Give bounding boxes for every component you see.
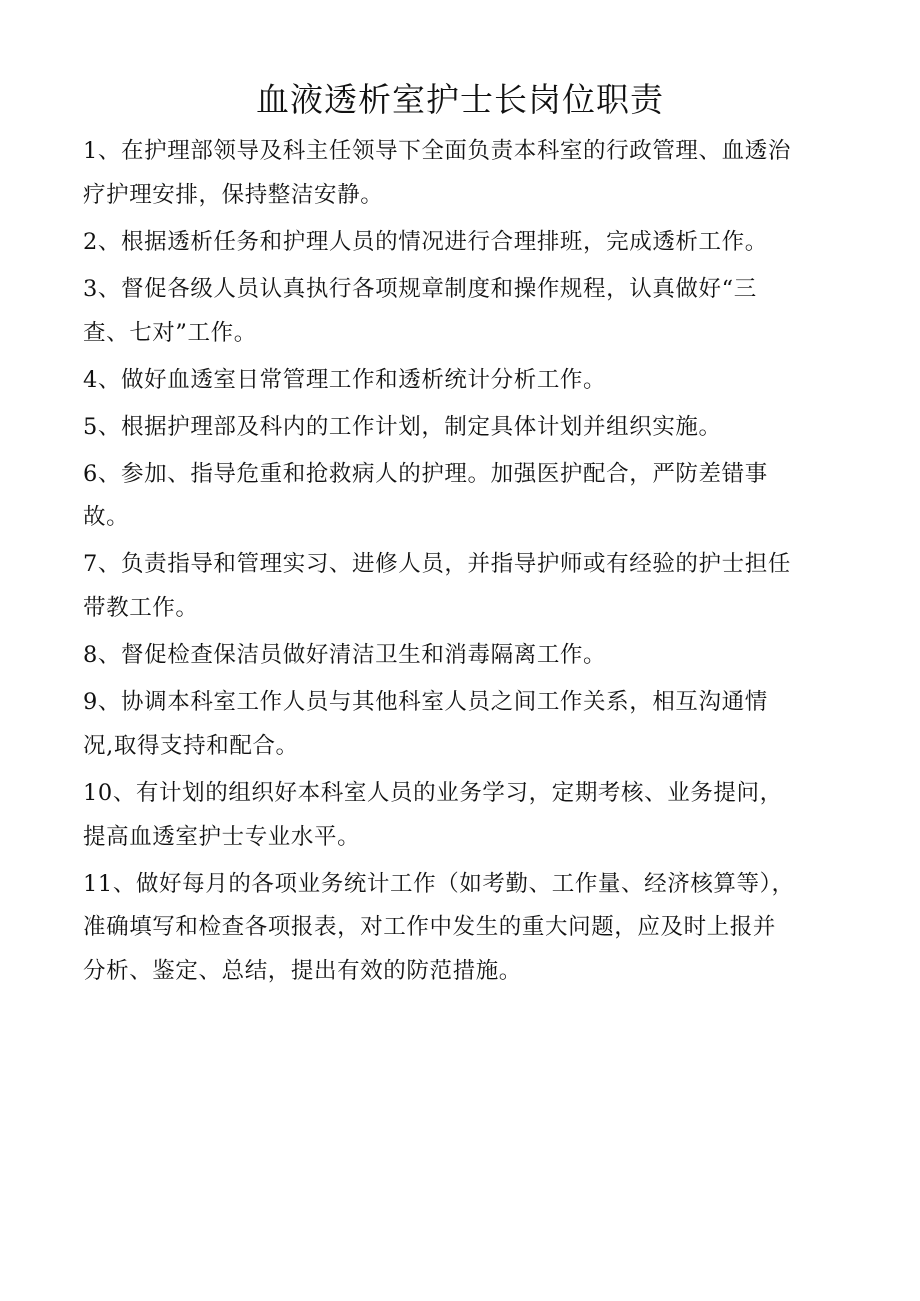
duty-item xyxy=(83,406,843,450)
duty-item-line: 1、在护理部领导及科主任领导下全面负责本科室的行政管理、血透治 xyxy=(83,138,791,164)
duty-item xyxy=(83,634,843,678)
duty-item xyxy=(83,130,843,218)
duty-item-line: 提高血透室护士专业水平。 xyxy=(83,823,361,850)
duty-item-line: 10、有计划的组织好本科室人员的业务学习，定期考核、业务提问， xyxy=(83,779,783,806)
document-title: 血液透析室护士长岗位职责 xyxy=(256,80,664,119)
duty-item-line: 疗护理安排，保持整洁安静。 xyxy=(83,181,384,208)
duty-item-line: 7、负责指导和管理实习、进修人员，并指导护师或有经验的护士担任 xyxy=(83,551,791,578)
duty-item-line: 5、根据护理部及科内的工作计划，制定具体计划并组织实施。 xyxy=(83,413,722,440)
duty-item xyxy=(83,359,843,403)
duty-item-line: 故。 xyxy=(83,504,130,531)
duty-list xyxy=(83,130,843,997)
duty-item-line: 准确填写和检查各项报表，对工作中发生的重大问题，应及时上报并 xyxy=(83,914,777,941)
duty-item-line: 3、督促各级人员认真执行各项规章制度和操作规程，认真做好“三 xyxy=(83,275,757,302)
duty-item-line: 分析、鉴定、总结，提出有效的防范措施。 xyxy=(83,958,522,985)
duty-item xyxy=(83,453,843,541)
duty-item-line: 4、做好血透室日常管理工作和透析统计分析工作。 xyxy=(83,366,607,393)
duty-item xyxy=(83,772,843,860)
duty-item-line: 11、做好每月的各项业务统计工作（如考勤、工作量、经济核算等）， xyxy=(83,870,795,897)
duty-item-line: 况,取得支持和配合。 xyxy=(83,732,299,759)
duty-item xyxy=(83,221,843,265)
duty-item xyxy=(83,863,843,994)
duty-item-line: 查、七对”工作。 xyxy=(83,319,257,346)
duty-item xyxy=(83,543,843,631)
duty-item-line: 带教工作。 xyxy=(83,595,199,622)
duty-item-line: 6、参加、指导危重和抢救病人的护理。加强医护配合，严防差错事 xyxy=(83,460,768,487)
duty-item-line: 8、督促检查保洁员做好清洁卫生和消毒隔离工作。 xyxy=(83,642,607,669)
duty-item xyxy=(83,681,843,769)
duty-item-line: 2、根据透析任务和护理人员的情况进行合理排班，完成透析工作。 xyxy=(83,228,768,255)
duty-item xyxy=(83,268,843,356)
duty-item-line: 9、协调本科室工作人员与其他科室人员之间工作关系，相互沟通情 xyxy=(83,689,768,716)
